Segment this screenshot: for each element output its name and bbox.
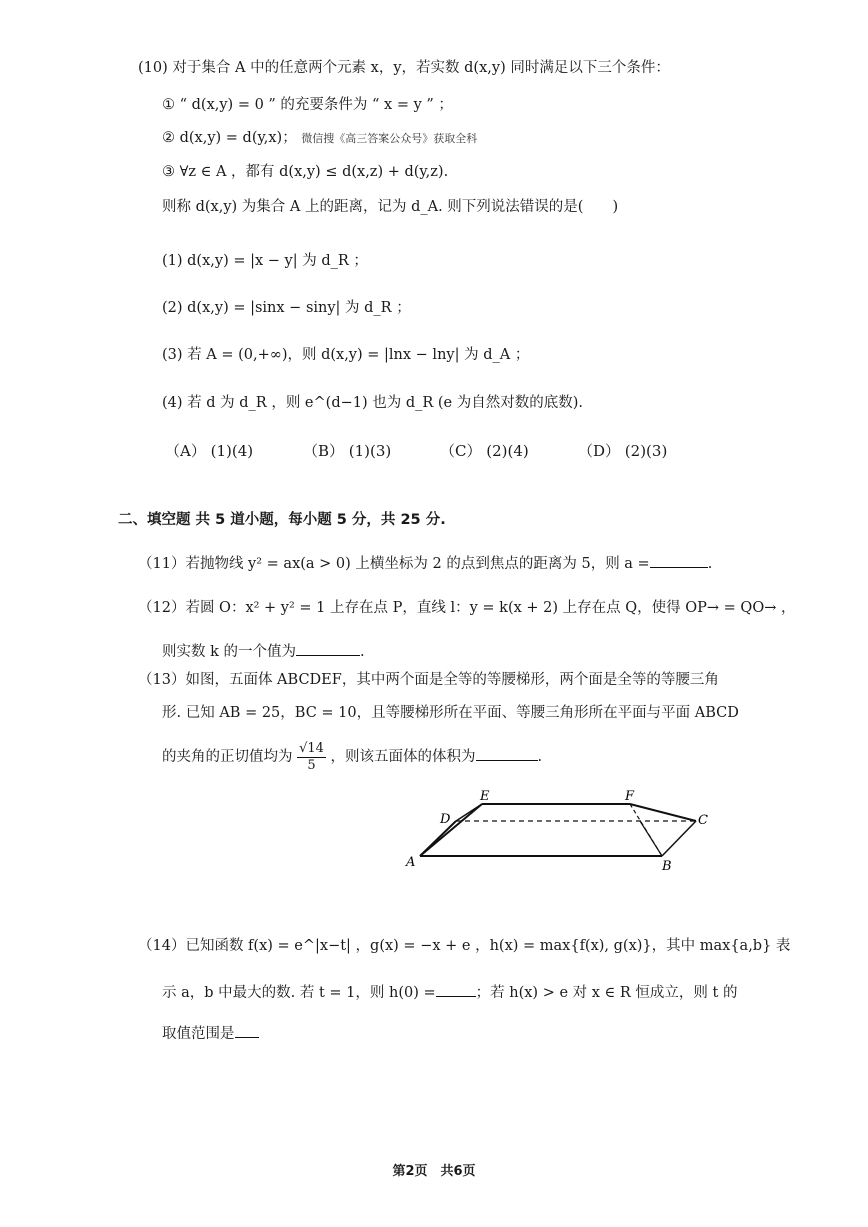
q13-end: . bbox=[537, 749, 543, 765]
q14-line-3-text: 取值范围是 bbox=[162, 1026, 235, 1042]
q12-line-2 bbox=[162, 641, 365, 662]
q10-watermark-note: 微信搜《高三答案公众号》获取全科 bbox=[301, 132, 478, 145]
q14-line-2-text-b: ；若 h(x) > e 对 x ∈ R 恒成立，则 t 的 bbox=[475, 985, 738, 1001]
q13-line-3-text-b: ，则该五面体的体积为 bbox=[330, 749, 476, 765]
q13-answer-blank[interactable] bbox=[476, 746, 538, 761]
q10-statement-3: (3) 若 A = (0,+∞)，则 d(x,y) = |lnx − lny| 为 d_A ； bbox=[162, 347, 530, 363]
q13-line-2: 形. 已知 AB = 25，BC = 10，且等腰梯形所在平面、等腰三角形所在平面与平面 ABCD bbox=[162, 705, 739, 721]
q14-answer-blank-1[interactable] bbox=[436, 982, 476, 997]
q14-line-2-text-a: 示 a，b 中最大的数. 若 t = 1，则 h(0) = bbox=[162, 985, 436, 1001]
edge-ae bbox=[420, 804, 482, 856]
q10-conclusion: 则称 d(x,y) 为集合 A 上的距离，记为 d_A. 则下列说法错误的是( ) bbox=[162, 199, 619, 215]
q13-line-3-text: 的夹角的正切值均为 bbox=[162, 749, 293, 765]
q10-condition-2 bbox=[162, 128, 477, 149]
q10-option-c[interactable]: （C） (2)(4) bbox=[440, 442, 529, 460]
q10-statement-1: (1) d(x,y) = |x − y| 为 d_R ； bbox=[162, 253, 368, 269]
label-e: E bbox=[480, 789, 490, 804]
q10-statement-4: (4) 若 d 为 d_R ，则 e^(d−1) 也为 d_R (e 为自然对数的底数). bbox=[162, 395, 584, 411]
q11-answer-blank[interactable] bbox=[650, 553, 708, 568]
q14-line-3 bbox=[162, 1023, 259, 1044]
q11-text: （11）若抛物线 y² = ax(a > 0) 上横坐标为 2 的点到焦点的距离为 5，则 a = bbox=[138, 556, 650, 572]
q14-answer-blank-2[interactable] bbox=[235, 1023, 259, 1038]
edge-bc bbox=[662, 821, 696, 856]
q10-option-b[interactable]: （B） (1)(3) bbox=[303, 442, 392, 460]
edge-fc bbox=[630, 804, 696, 821]
q10-option-a[interactable]: （A） (1)(4) bbox=[165, 442, 254, 460]
q12-end: . bbox=[360, 644, 365, 660]
tangent-fraction bbox=[297, 741, 326, 774]
q11 bbox=[138, 553, 712, 574]
q10-condition-3: ③ ∀z ∈ A ，都有 d(x,y) ≤ d(x,z) + d(y,z). bbox=[162, 164, 449, 180]
q12-line-1: （12）若圆 O：x² + y² = 1 上存在点 P，直线 l：y = k(x + 2) 上存在点 Q，使得 OP→ = QO→ ， bbox=[138, 600, 796, 616]
edge-fb-solid bbox=[640, 821, 662, 856]
q12-line-2-text: 则实数 k 的一个值为 bbox=[162, 644, 297, 660]
q13-line-1: （13）如图，五面体 ABCDEF，其中两个面是全等的等腰梯形，两个面是全等的等腰三角 bbox=[138, 672, 719, 688]
label-a: A bbox=[406, 855, 416, 870]
q10-stem: (10) 对于集合 A 中的任意两个元素 x，y，若实数 d(x,y) 同时满足以下三个条件： bbox=[138, 60, 670, 76]
fraction-numerator: √14 bbox=[299, 740, 324, 756]
pentahedron-figure bbox=[400, 788, 730, 878]
label-f: F bbox=[625, 789, 635, 804]
page-footer: 第2页 共6页 bbox=[392, 1164, 476, 1179]
q13-line-3 bbox=[162, 737, 542, 777]
edge-de bbox=[456, 804, 482, 821]
section-2-heading: 二、填空题 共 5 道小题，每小题 5 分，共 25 分. bbox=[118, 512, 446, 528]
label-c: C bbox=[698, 813, 708, 828]
label-d: D bbox=[440, 812, 451, 827]
fraction-denominator: 5 bbox=[307, 757, 316, 773]
q10-option-d[interactable]: （D） (2)(3) bbox=[578, 442, 668, 460]
q14-line-2 bbox=[162, 982, 737, 1003]
q11-end: . bbox=[707, 556, 713, 572]
q10-condition-1: ① “ d(x,y) = 0 ” 的充要条件为 “ x = y ” ； bbox=[162, 97, 453, 113]
q14-line-1: （14）已知函数 f(x) = e^|x−t| ，g(x) = −x + e ，h(x) = max{f(x), g(x)}，其中 max{a,b} 表 bbox=[138, 938, 791, 954]
q12-answer-blank[interactable] bbox=[296, 641, 360, 656]
label-b: B bbox=[662, 859, 672, 874]
q10-condition-2-text: ② d(x,y) = d(y,x)； bbox=[162, 130, 297, 146]
q10-statement-2: (2) d(x,y) = |sinx − siny| 为 d_R ； bbox=[162, 300, 411, 316]
